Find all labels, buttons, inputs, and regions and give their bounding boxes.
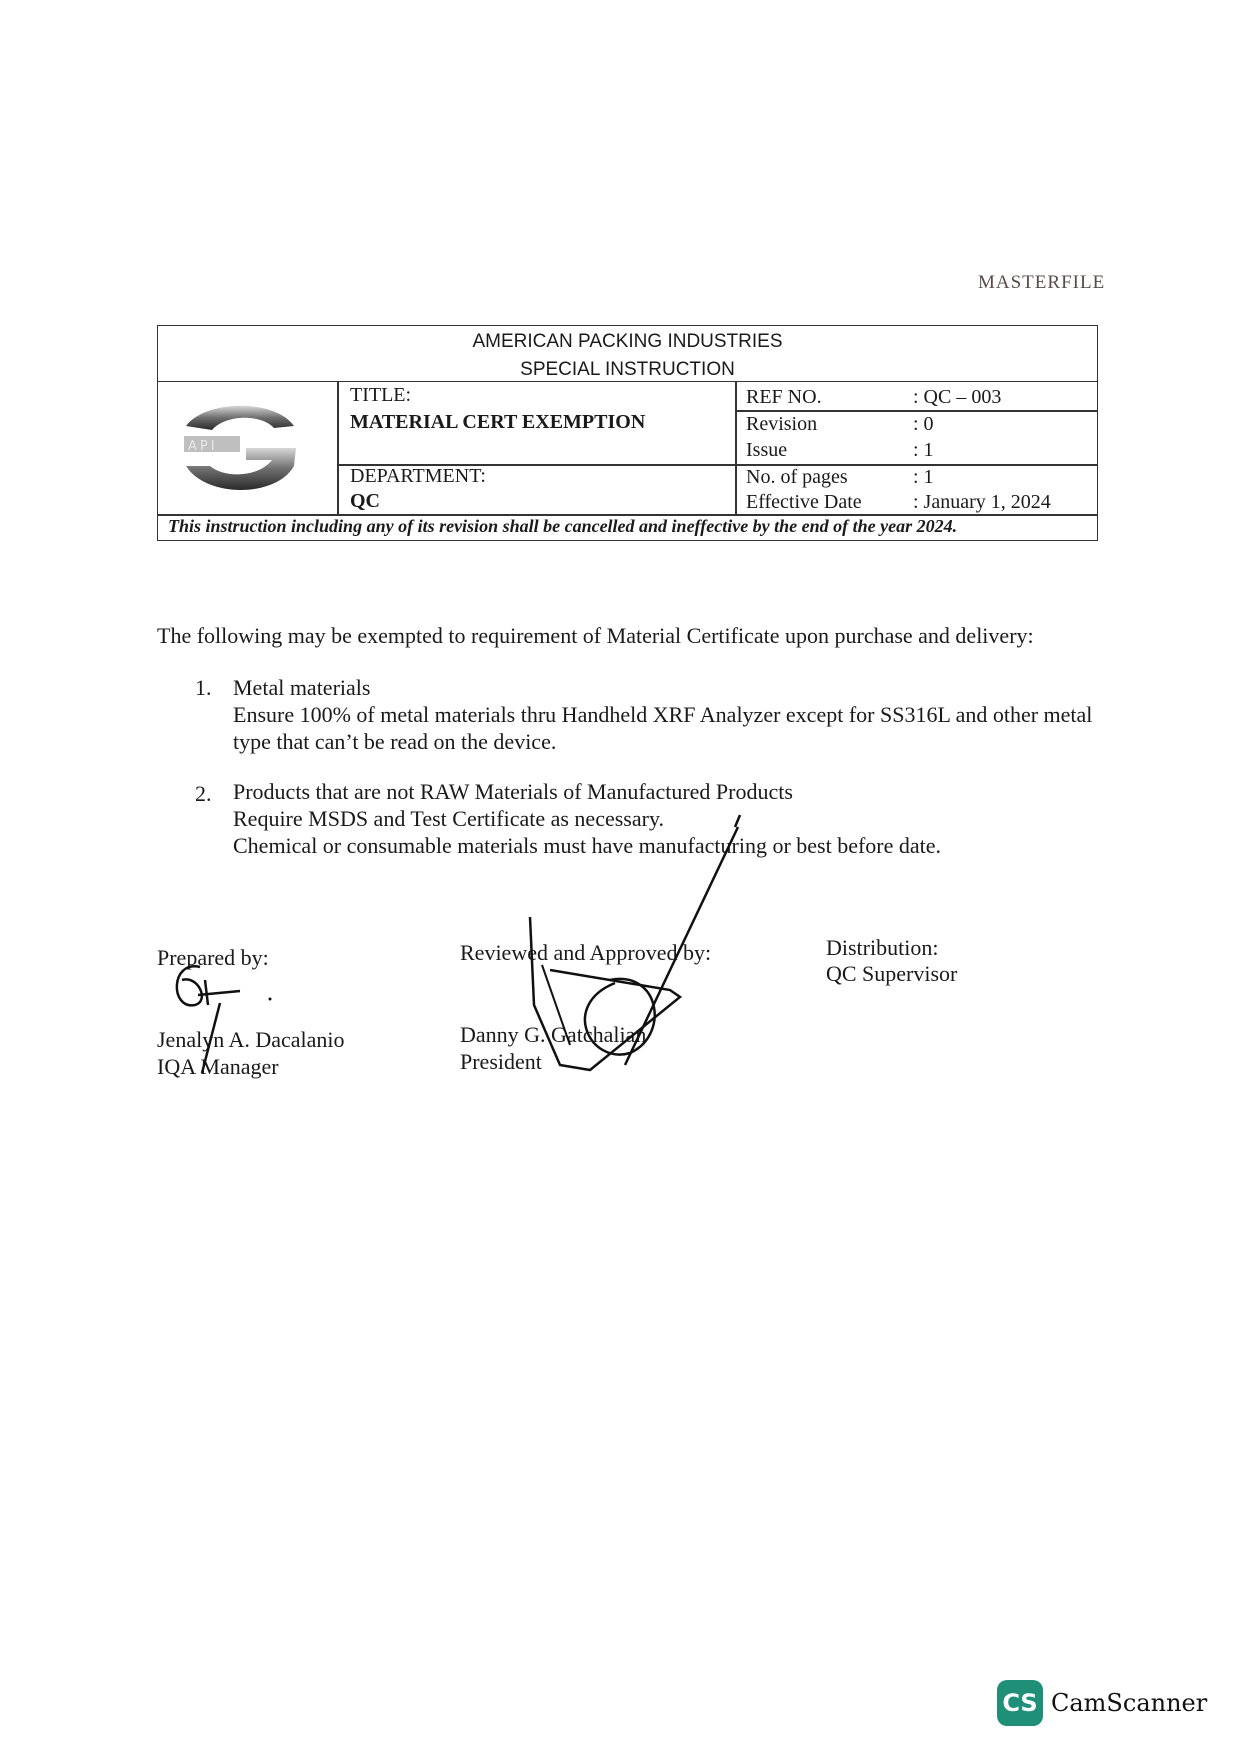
approved-by-title: President [460, 1049, 542, 1074]
validity-note: This instruction including any of its revision shall be cancelled and ineffective by the end of the year 2024. [168, 516, 958, 536]
issue-value: : 1 [913, 439, 934, 461]
distribution-label: Distribution: [826, 935, 939, 960]
logo-text: API [188, 439, 218, 454]
list-line: Ensure 100% of metal materials thru Handheld XRF Analyzer except for SS316L and other metal [233, 702, 1093, 727]
camscanner-watermark [997, 1680, 1207, 1726]
intro-text: The following may be exempted to requirement of Material Certificate upon purchase and delivery: [157, 623, 1034, 648]
signature-prepared-icon [150, 955, 280, 1075]
company-name: AMERICAN PACKING INDUSTRIES [472, 331, 783, 352]
list-heading: Metal materials [233, 675, 371, 700]
prepared-by-label: Prepared by: [157, 945, 269, 970]
approved-by-name: Danny G. Gatchalian [460, 1022, 647, 1047]
title-value: MATERIAL CERT EXEMPTION [350, 411, 646, 433]
prepared-by-name: Jenalyn A. Dacalanio [157, 1027, 345, 1052]
title-label: TITLE: [350, 384, 412, 406]
list-heading: Products that are not RAW Materials of Manufactured Products [233, 779, 793, 804]
ref-no-label: REF NO. [746, 386, 822, 408]
department-value: QC [350, 490, 380, 512]
effective-date-value: : January 1, 2024 [913, 491, 1051, 513]
distribution-value: QC Supervisor [826, 961, 958, 986]
pages-label: No. of pages [746, 466, 848, 488]
effective-date-label: Effective Date [746, 491, 862, 513]
camscanner-text: CamScanner [1051, 1689, 1208, 1717]
document-type: SPECIAL INSTRUCTION [520, 359, 735, 380]
document-header [157, 325, 1098, 541]
department-label: DEPARTMENT: [350, 465, 486, 487]
revision-label: Revision [746, 413, 818, 435]
list-line: Chemical or consumable materials must have manufacturing or best before date. [233, 833, 942, 858]
pages-value: : 1 [913, 466, 934, 488]
prepared-by-title: IQA Manager [157, 1054, 279, 1079]
ref-no-value: : QC – 003 [913, 386, 1002, 408]
list-line: type that can’t be read on the device. [233, 729, 557, 754]
list-number: 1. [195, 675, 212, 700]
signature-approved-icon [520, 805, 750, 1085]
issue-label: Issue [746, 439, 788, 461]
masterfile-stamp: MASTERFILE [978, 272, 1106, 293]
api-logo-icon [176, 394, 306, 504]
approved-by-label: Reviewed and Approved by: [460, 940, 712, 965]
camscanner-logo-icon: CS [997, 1680, 1043, 1726]
list-number: 2. [195, 781, 212, 806]
header-banner [158, 326, 1097, 382]
revision-value: : 0 [913, 413, 934, 435]
list-line: Require MSDS and Test Certificate as necessary. [233, 806, 665, 831]
